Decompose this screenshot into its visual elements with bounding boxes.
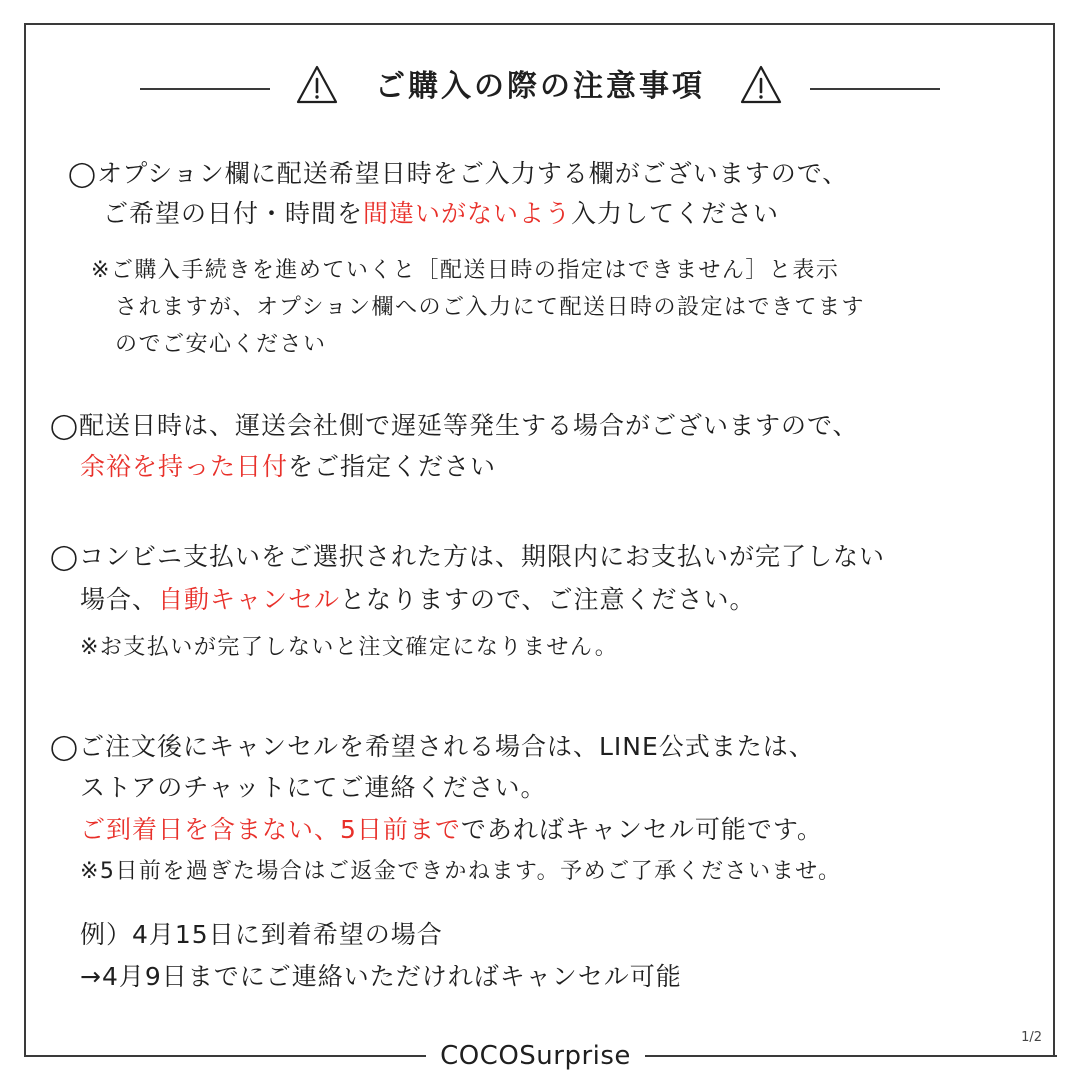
title-right-rule <box>810 88 940 90</box>
warning-icon <box>295 64 339 106</box>
notice-3-line-2 <box>80 583 756 617</box>
notice-4-note: ※5日前を過ぎた場合はご返金できかねます。予めご了承くださいませ。 <box>80 859 842 884</box>
frame-bottom-right-rule <box>645 1055 1057 1057</box>
notice-3-highlight: 自動キャンセル <box>158 585 341 614</box>
page-indicator: 1/2 <box>1021 1030 1042 1045</box>
notice-1-note-3: のでご安心ください <box>115 332 327 357</box>
notice-4-highlight: ご到着日を含まない、5日前まで <box>80 815 461 844</box>
notice-1-text-end: 入力してください <box>571 199 780 228</box>
notice-2-line-1: ◯配送日時は、運送会社側で遅延等発生する場合がございますので、 <box>50 411 859 440</box>
notice-3-text: 場合、 <box>80 585 159 614</box>
notice-4-text-end: であればキャンセル可能です。 <box>460 815 823 844</box>
notice-1-line-1: ◯オプション欄に配送希望日時をご入力する欄がございますので、 <box>68 159 849 188</box>
frame-bottom-left-rule <box>24 1055 426 1057</box>
notice-2-highlight: 余裕を持った日付 <box>80 452 289 481</box>
notice-1-note-2: されますが、オプション欄へのご入力にて配送日時の設定はできてます <box>115 295 866 320</box>
title-left-rule <box>140 88 270 90</box>
notice-3-line-1: ◯コンビニ支払いをご選択された方は、期限内にお支払いが完了しない <box>50 542 885 571</box>
notice-4-example-2: →4月9日までにご連絡いただければキャンセル可能 <box>80 962 682 991</box>
brand-logo-text: COCOSurprise <box>440 1041 631 1071</box>
notice-4-line-2: ストアのチャットにてご連絡ください。 <box>80 773 547 802</box>
page-title: ご購入の際の注意事項 <box>375 69 705 104</box>
notice-2-line-2 <box>80 450 496 484</box>
notice-1-highlight: 間違いがないよう <box>363 199 572 228</box>
notice-4-example-1: 例）4月15日に到着希望の場合 <box>80 920 443 949</box>
notice-3-note: ※お支払いが完了しないと注文確定になりません。 <box>80 635 619 660</box>
notice-1-line-2 <box>103 197 779 231</box>
notice-1-text: ご希望の日付・時間を <box>103 199 364 228</box>
notice-4-line-1: ◯ご注文後にキャンセルを希望される場合は、LINE公式または、 <box>50 732 815 761</box>
notice-3-text-end: となりますので、ご注意ください。 <box>340 585 756 614</box>
warning-icon <box>739 64 783 106</box>
notice-4-line-3 <box>80 813 823 847</box>
notice-2-text-end: をご指定ください <box>288 452 497 481</box>
notice-1-note-1: ※ご購入手続きを進めていくと［配送日時の指定はできません］と表示 <box>91 258 840 283</box>
